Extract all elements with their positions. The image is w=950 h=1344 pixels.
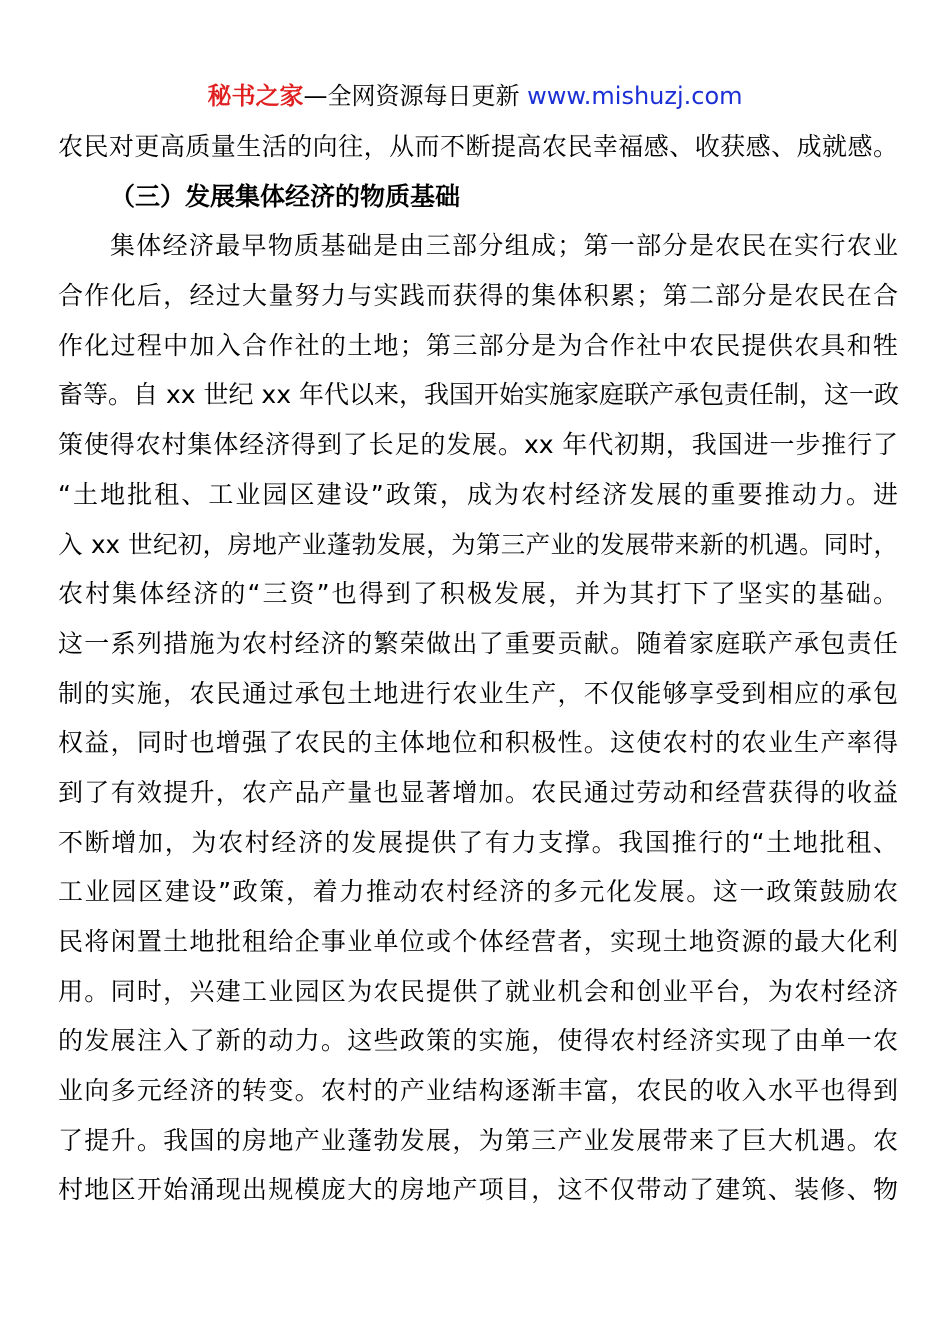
text-line: 工业园区建设”政策，着力推动农村经济的多元化发展。这一政策鼓励农 xyxy=(58,877,898,907)
text-line: 畜等。自 xx 世纪 xx 年代以来，我国开始实施家庭联产承包责任制，这一政 xyxy=(58,380,899,410)
text-line: 权益，同时也增强了农民的主体地位和积极性。这使农村的农业生产率得 xyxy=(58,728,898,758)
text-line: 民将闲置土地批租给企事业单位或个体经营者，实现土地资源的最大化利 xyxy=(58,927,898,956)
text-line: 作化过程中加入合作社的土地；第三部分是为合作社中农民提供农具和牲 xyxy=(58,330,898,360)
document-body xyxy=(58,122,898,1215)
text-line: 制的实施，农民通过承包土地进行农业生产，不仅能够享受到相应的承包 xyxy=(58,678,898,708)
text-line: 不断增加，为农村经济的发展提供了有力支撑。我国推行的“土地批租、 xyxy=(58,827,898,857)
text-line: 村地区开始涌现出规模庞大的房地产项目，这不仅带动了建筑、装修、物 xyxy=(58,1175,898,1205)
site-url[interactable]: www.mishuzj.com xyxy=(527,82,743,110)
text-line: 这一系列措施为农村经济的繁荣做出了重要贡献。随着家庭联产承包责任 xyxy=(58,628,898,658)
text-line: 用。同时，兴建工业园区为农民提供了就业机会和创业平台，为农村经济 xyxy=(58,976,898,1006)
text-line: 农民对更高质量生活的向往，从而不断提高农民幸福感、收获感、成就感。 xyxy=(58,132,898,161)
brand-name: 秘书之家 xyxy=(207,82,304,110)
text-line: “土地批租、工业园区建设”政策，成为农村经济发展的重要推动力。进 xyxy=(58,479,898,509)
text-line: 的发展注入了新的动力。这些政策的实施，使得农村经济实现了由单一农 xyxy=(58,1026,898,1056)
text-line: 业向多元经济的转变。农村的产业结构逐渐丰富，农民的收入水平也得到 xyxy=(58,1076,898,1106)
section-heading: （三）发展集体经济的物质基础 xyxy=(110,181,461,211)
text-line: 到了有效提升，农产品产量也显著增加。农民通过劳动和经营获得的收益 xyxy=(58,777,898,807)
text-line: 农村集体经济的“三资”也得到了积极发展，并为其打下了坚实的基础。 xyxy=(58,579,898,609)
page-header xyxy=(0,80,950,112)
header-slogan: —全网资源每日更新 xyxy=(303,82,528,110)
text-line: 策使得农村集体经济得到了长足的发展。xx 年代初期，我国进一步推行了 xyxy=(58,430,898,460)
paragraph-first-line: 集体经济最早物质基础是由三部分组成；第一部分是农民在实行农业 xyxy=(110,231,898,261)
text-line: 合作化后，经过大量努力与实践而获得的集体积累；第二部分是农民在合 xyxy=(58,281,898,311)
text-line: 了提升。我国的房地产业蓬勃发展，为第三产业发展带来了巨大机遇。农 xyxy=(58,1125,898,1155)
text-line: 入 xx 世纪初，房地产业蓬勃发展，为第三产业的发展带来新的机遇。同时， xyxy=(58,529,898,559)
